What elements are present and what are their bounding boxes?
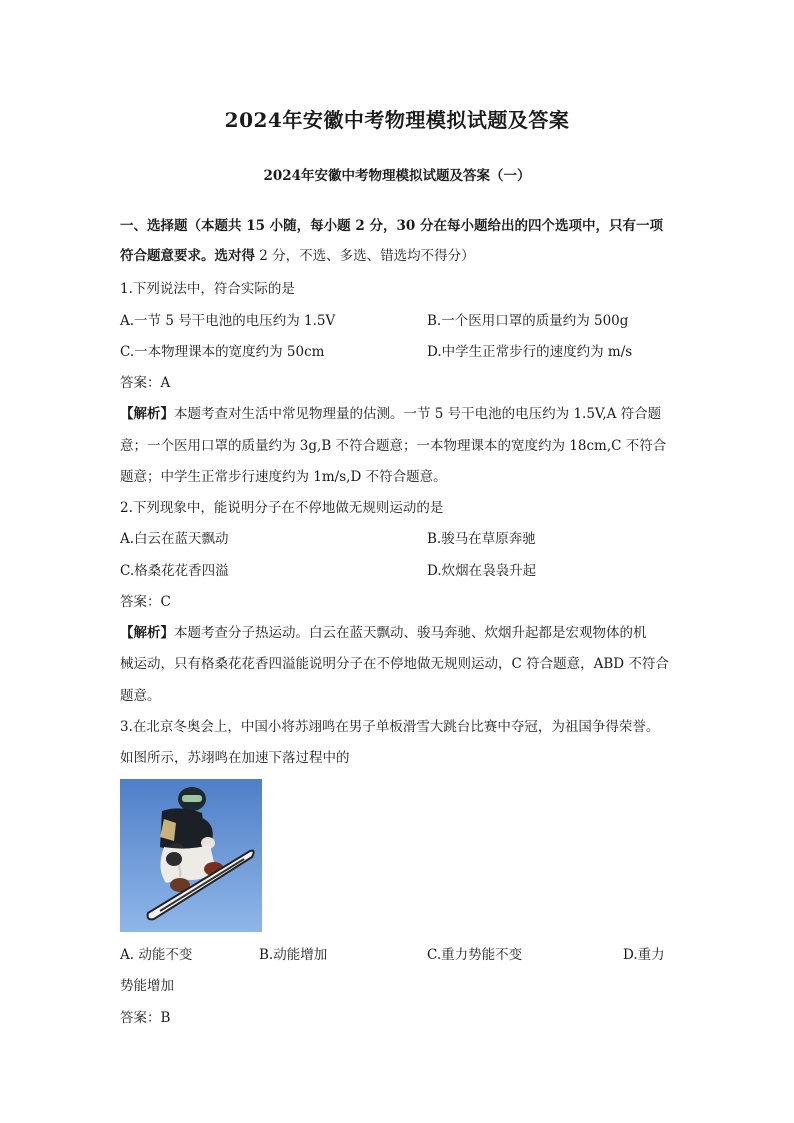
section-heading-bold: 符合题意要求。选对得 [120,248,255,264]
q2-option-c: C.格桑花花香四溢 [120,563,229,579]
section-heading-line-1: 一、选择题（本题共 15 小随，每小题 2 分，30 分在每小题给出的四个选项中，只有一项 [120,218,663,234]
q1-analysis-line-3: 题意；中学生正常步行速度约为 1m/s,D 不符合题意。 [120,469,447,485]
q1-option-b: B.一个医用口罩的质量约为 500g [427,313,629,329]
q2-analysis-text-1: 本题考查分子热运动。白云在蓝天飘动、骏马奔驰、炊烟升起都是宏观物体的机 [174,625,647,641]
q3-stem-line-1: 3.在北京冬奥会上，中国小将苏翊鸣在男子单板滑雪大跳台比赛中夺冠，为祖国争得荣誉。 [120,719,660,735]
snowboarder-photo [120,779,262,932]
q3-option-c: C.重力势能不变 [427,947,523,963]
section-heading-line-2 [120,246,475,266]
q1-option-a: A.一节 5 号干电池的电压约为 1.5V [120,313,336,329]
q1-answer: 答案：A [120,375,171,391]
q2-option-a: A.白云在蓝天飘动 [120,531,229,547]
q1-analysis-line-2: 意；一个医用口罩的质量约为 3g,B 不符合题意；一本物理课本的宽度约为 18cm,C 不符合 [120,438,667,454]
q2-analysis-line-2: 械运动，只有格桑花花香四溢能说明分子在不停地做无规则运动，C 符合题意，ABD 不符合 [120,656,669,672]
q1-option-d: D.中学生正常步行的速度约为 m/s [427,344,633,360]
q3-option-d-continued: 势能增加 [120,978,174,994]
q3-option-d: D.重力 [623,947,665,963]
q1-analysis-tag: 【解析】 [120,406,174,422]
section-heading-rest: 2 分，不选、多选、错选均不得分） [259,248,475,264]
q2-answer: 答案：C [120,594,171,610]
q1-option-c: C.一本物理课本的宽度约为 50cm [120,344,325,360]
q3-stem-line-2: 如图所示，苏翊鸣在加速下落过程中的 [120,750,350,766]
q1-analysis-text-1: 本题考查对生活中常见物理量的估测。一节 5 号干电池的电压约为 1.5V,A 符合题 [174,406,662,422]
q2-stem: 2.下列现象中，能说明分子在不停地做无规则运动的是 [120,500,444,516]
q3-option-b: B.动能增加 [259,947,328,963]
q2-option-d: D.炊烟在袅袅升起 [427,563,537,579]
q2-option-b: B.骏马在草原奔驰 [427,531,536,547]
q1-stem: 1.下列说法中，符合实际的是 [120,281,295,297]
q2-analysis-line-3: 题意。 [120,688,161,704]
q3-answer: 答案：B [120,1010,171,1026]
q3-option-a: A. 动能不变 [120,947,193,963]
q1-analysis-line-1 [120,404,661,424]
q2-analysis-line-1 [120,623,647,643]
page-subtitle: 2024年安徽中考物理模拟试题及答案（一） [263,168,531,184]
page-title: 2024年安徽中考物理模拟试题及答案 [224,108,570,132]
q2-analysis-tag: 【解析】 [120,625,174,641]
